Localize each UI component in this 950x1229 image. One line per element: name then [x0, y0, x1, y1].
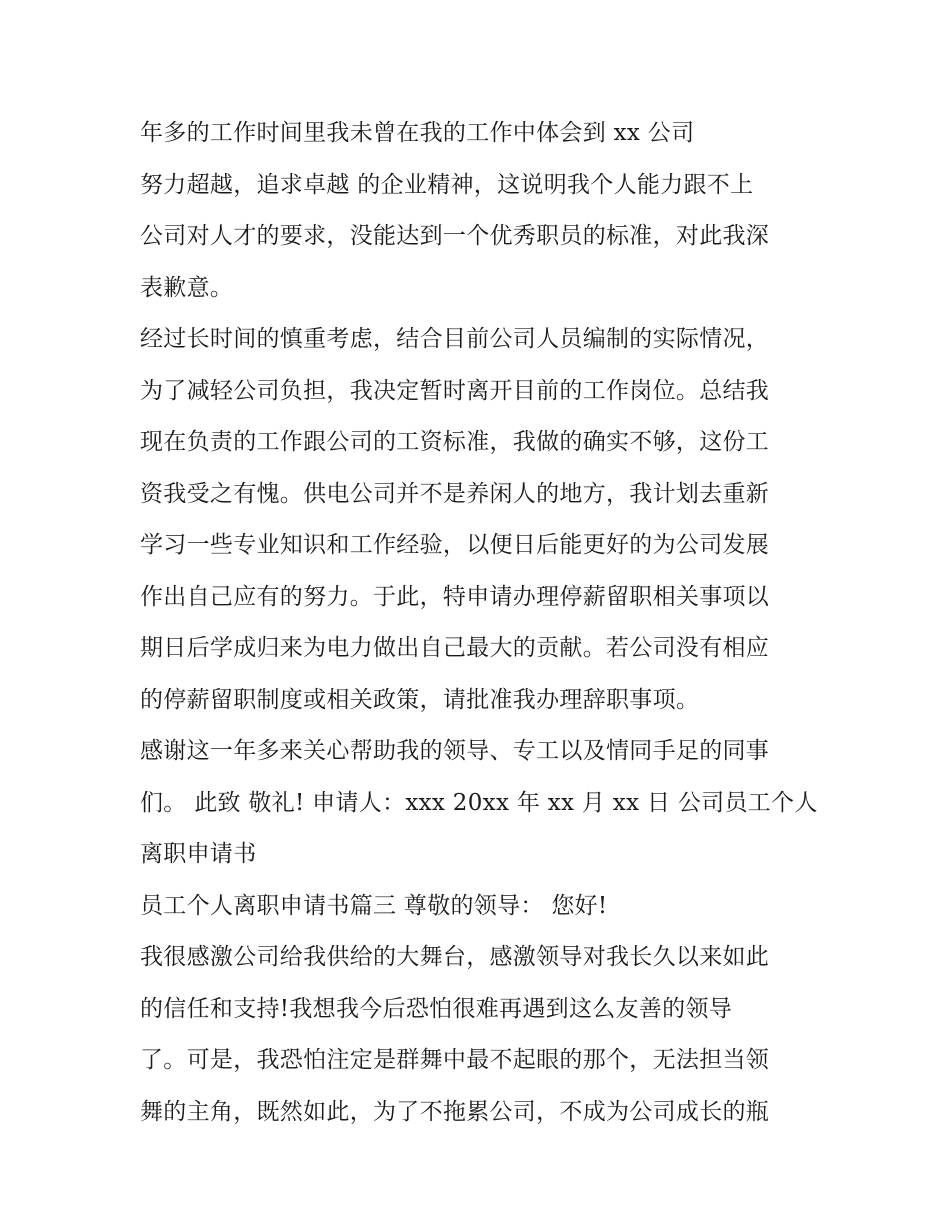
text-line: 作出自己应有的努力。于此，特申请办理停薪留职相关事项以 — [140, 583, 770, 610]
text-line: 年多的工作时间里我未曾在我的工作中体会到 xx 公司 — [140, 120, 695, 146]
text-line: 经过长时间的慎重考虑，结合目前公司人员编制的实际情况， — [140, 326, 770, 352]
text-line: 们。 此致 敬礼! 申请人：xxx 20xx 年 xx 月 xx 日 公司员工个人 — [140, 789, 818, 816]
text-line: 资我受之有愧。供电公司并不是养闲人的地方，我计划去重新 — [140, 480, 770, 507]
text-line: 感谢这一年多来关心帮助我的领导、专工以及情同手足的同事 — [140, 738, 770, 764]
text-line: 了。可是，我恐怕注定是群舞中最不起眼的那个，无法担当领 — [140, 1047, 770, 1073]
text-line: 的停薪留职制度或相关政策，请批准我办理辞职事项。 — [140, 686, 700, 713]
text-line: 舞的主角，既然如此，为了不拖累公司，不成为公司成长的瓶 — [140, 1098, 770, 1125]
text-line: 努力超越，追求卓越 的企业精神，这说明我个人能力跟不上 — [140, 171, 754, 198]
text-line: 员工个人离职申请书篇三 尊敬的领导： 您好! — [140, 892, 608, 919]
text-line: 离职申请书 — [140, 841, 257, 867]
text-line: 期日后学成归来为电力做出自己最大的贡献。若公司没有相应 — [140, 635, 770, 661]
text-line: 公司对人才的要求，没能达到一个优秀职员的标准，对此我深 — [140, 223, 770, 249]
text-line: 表歉意。 — [140, 274, 234, 301]
text-line: 我很感激公司给我供给的大舞台，感激领导对我长久以来如此 — [140, 944, 770, 970]
text-line: 学习一些专业知识和工作经验，以便日后能更好的为公司发展 — [140, 532, 770, 558]
text-line: 的信任和支持!我想我今后恐怕很难再遇到这么友善的领导 — [140, 995, 733, 1022]
text-line: 为了减轻公司负担，我决定暂时离开目前的工作岗位。总结我 — [140, 377, 770, 404]
text-line: 现在负责的工作跟公司的工资标准，我做的确实不够，这份工 — [140, 429, 770, 455]
document-body — [140, 108, 830, 1138]
